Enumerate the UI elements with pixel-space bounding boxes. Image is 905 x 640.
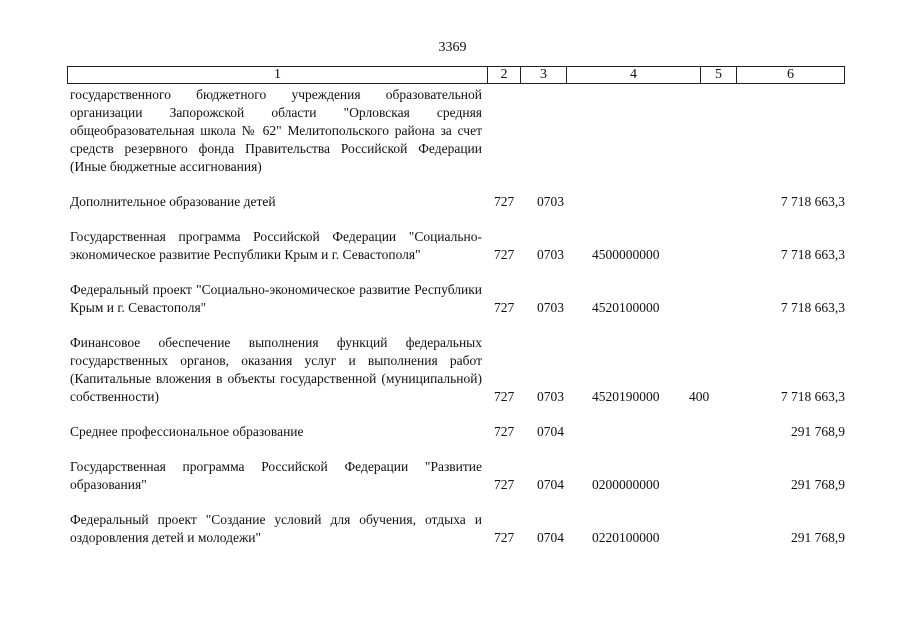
row-description: Федеральный проект "Создание условий для обучения, отдыха и оздоровления детей и молодежи" xyxy=(70,512,482,545)
table-header xyxy=(67,66,845,84)
table-row xyxy=(70,511,845,547)
row-section: 0703 xyxy=(537,389,564,404)
row-section: 0704 xyxy=(537,424,564,439)
table-row xyxy=(70,193,845,211)
row-gr: 727 xyxy=(494,300,515,315)
row-amount: 7 718 663,3 xyxy=(780,389,845,404)
row-csr: 0200000000 xyxy=(592,477,660,492)
table-row xyxy=(70,458,845,494)
row-csr: 4520190000 xyxy=(592,389,660,404)
row-description: государственного бюджетного учреждения образовательной организации Запорожской области "Орловская средняя общеобразовательная школа № 62" Мелитопольского района за счет средств резервного фонда Правительства Российской Федерации (Иные бюджетные ассигнования) xyxy=(70,87,482,174)
row-amount: 7 718 663,3 xyxy=(780,300,845,315)
row-description: Финансовое обеспечение выполнения функций федеральных государственных органов, оказания услуг и выполнения работ (Капитальные вложения в объекты государственной (муниципальной) собственности) xyxy=(70,335,482,404)
row-description: Среднее профессиональное образование xyxy=(70,424,304,439)
row-section: 0704 xyxy=(537,477,564,492)
row-description: Дополнительное образование детей xyxy=(70,194,276,209)
header-col-5: 5 xyxy=(701,67,737,83)
row-amount: 291 768,9 xyxy=(791,477,845,492)
table-row xyxy=(70,423,845,441)
header-col-2: 2 xyxy=(488,67,521,83)
row-amount: 291 768,9 xyxy=(791,530,845,545)
row-gr: 727 xyxy=(494,424,515,439)
row-gr: 727 xyxy=(494,530,515,545)
row-amount: 7 718 663,3 xyxy=(780,194,845,209)
row-gr: 727 xyxy=(494,477,515,492)
row-csr: 0220100000 xyxy=(592,530,660,545)
table-row xyxy=(70,228,845,264)
row-amount: 7 718 663,3 xyxy=(780,247,845,262)
row-vr: 400 xyxy=(689,389,710,404)
header-col-6: 6 xyxy=(787,67,794,82)
row-gr: 727 xyxy=(494,389,515,404)
row-csr: 4500000000 xyxy=(592,247,660,262)
table-body xyxy=(70,86,845,564)
row-section: 0703 xyxy=(537,194,564,209)
row-gr: 727 xyxy=(494,247,515,262)
header-col-4: 4 xyxy=(567,67,701,83)
header-col-3: 3 xyxy=(521,67,567,83)
row-section: 0703 xyxy=(537,300,564,315)
table-row xyxy=(70,281,845,317)
table-row xyxy=(70,86,845,176)
row-amount: 291 768,9 xyxy=(791,424,845,439)
header-col-1: 1 xyxy=(68,67,488,83)
row-section: 0703 xyxy=(537,247,564,262)
row-section: 0704 xyxy=(537,530,564,545)
table-row xyxy=(70,334,845,406)
page-number: 3369 xyxy=(438,40,467,55)
row-description: Государственная программа Российской Федерации "Развитие образования" xyxy=(70,459,482,492)
row-gr: 727 xyxy=(494,194,515,209)
row-csr: 4520100000 xyxy=(592,300,660,315)
row-description: Федеральный проект "Социально-экономическое развитие Республики Крым и г. Севастополя" xyxy=(70,282,482,315)
row-description: Государственная программа Российской Федерации "Социально-экономическое развитие Республики Крым и г. Севастополя" xyxy=(70,229,482,262)
